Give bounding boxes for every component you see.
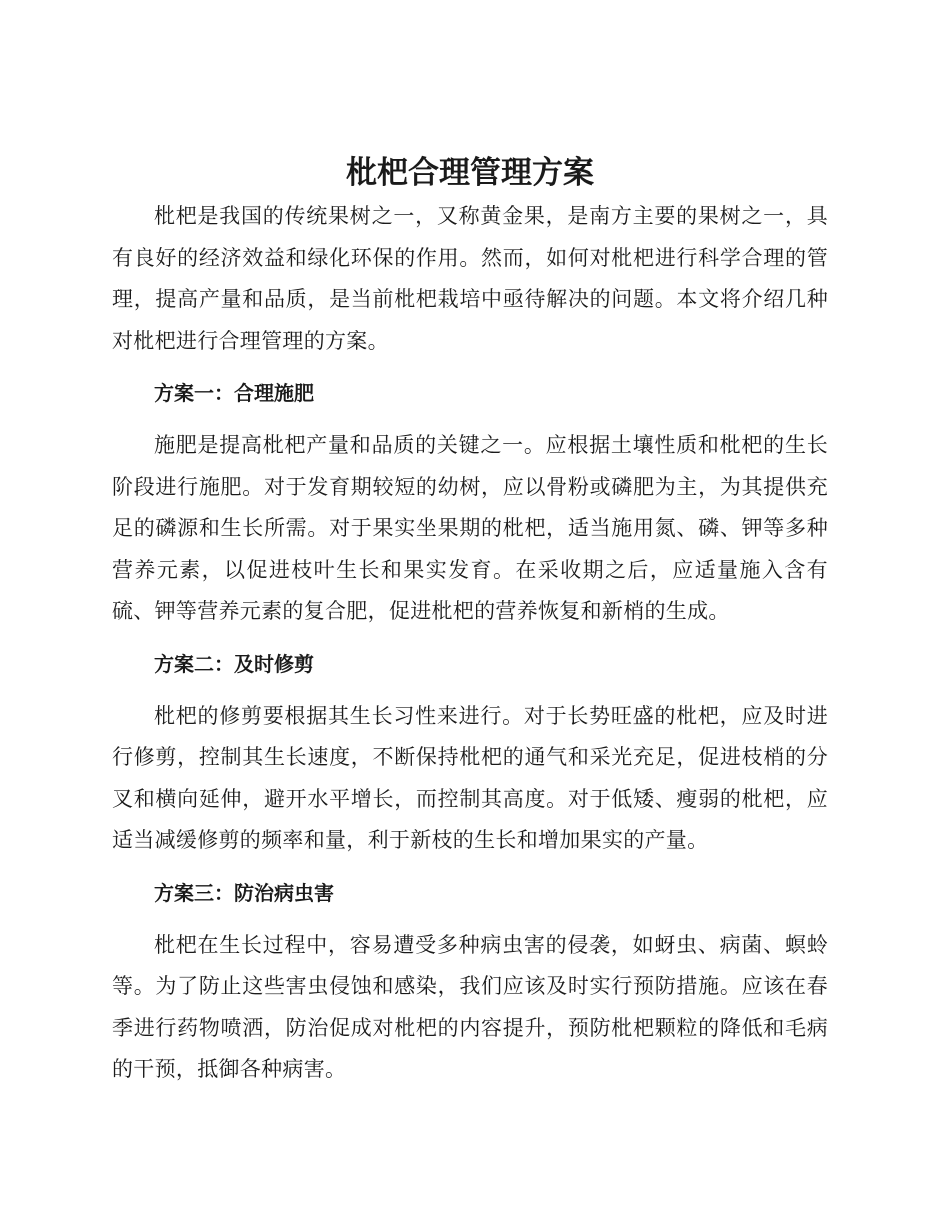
document-title: 枇杷合理管理方案: [346, 155, 594, 191]
section-heading-pruning: 方案二：及时修剪: [154, 651, 314, 676]
section-body-pest-control: 枇杷在生长过程中，容易遭受多种病虫害的侵袭，如蚜虫、病菌、螟蛉等。为了防止这些害虫侵蚀和感染，我们应该及时实行预防措施。应该在春季进行药物喷洒，防治促成对枇杷的内容提升，预防枇杷颗粒的降低和毛病的干预，抵御各种病害。: [112, 932, 828, 1081]
section-body-fertilizing: 施肥是提高枇杷产量和品质的关键之一。应根据土壤性质和枇杷的生长阶段进行施肥。对于发育期较短的幼树，应以骨粉或磷肥为主，为其提供充足的磷源和生长所需。对于果实坐果期的枇杷，适当施用氮、磷、钾等多种营养元素，以促进枝叶生长和果实发育。在采收期之后，应适量施入含有硫、钾等营养元素的复合肥，促进枇杷的营养恢复和新梢的生成。: [112, 433, 828, 623]
section-heading-pest-control: 方案三：防治病虫害: [154, 880, 334, 905]
intro-paragraph: 枇杷是我国的传统果树之一，又称黄金果，是南方主要的果树之一，具有良好的经济效益和绿化环保的作用。然而，如何对枇杷进行科学合理的管理，提高产量和品质，是当前枇杷栽培中亟待解决的问题。本文将介绍几种对枇杷进行合理管理的方案。: [112, 204, 828, 353]
section-body-pruning: 枇杷的修剪要根据其生长习性来进行。对于长势旺盛的枇杷，应及时进行修剪，控制其生长速度，不断保持枇杷的通气和采光充足，促进枝梢的分叉和横向延伸，避开水平增长，而控制其高度。对于低矮、瘦弱的枇杷，应适当减缓修剪的频率和量，利于新枝的生长和增加果实的产量。: [112, 703, 828, 852]
section-heading-fertilizing: 方案一：合理施肥: [154, 381, 314, 405]
document-body: [112, 150, 828, 1091]
